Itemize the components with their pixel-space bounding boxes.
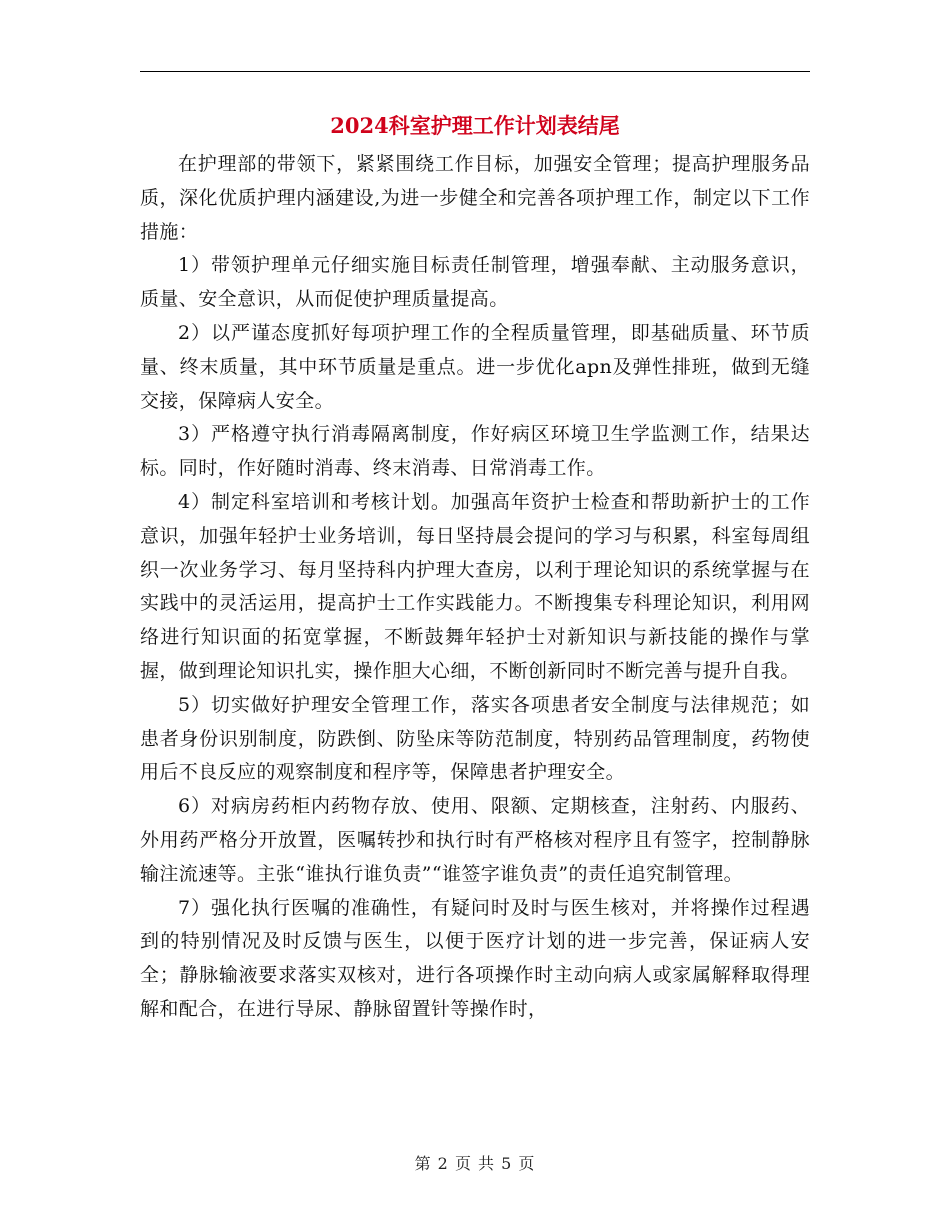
item-paragraph-1: 1）带领护理单元仔细实施目标责任制管理，增强奉献、主动服务意识，质量、安全意识，从而促使护理质量提高。 bbox=[140, 254, 810, 311]
intro-paragraph: 在护理部的带领下，紧紧围绕工作目标，加强安全管理；提高护理服务品质，深化优质护理内涵建设,为进一步健全和完善各项护理工作，制定以下工作措施： bbox=[140, 153, 810, 243]
header-rule bbox=[140, 71, 810, 72]
document-body bbox=[140, 148, 810, 1027]
document-title: 2024科室护理工作计划表结尾 bbox=[330, 113, 620, 138]
item-paragraph-4: 4）制定科室培训和考核计划。加强高年资护士检查和帮助新护士的工作意识，加强年轻护士业务培训，每日坚持晨会提问的学习与积累，科室每周组织一次业务学习、每月坚持科内护理大查房，以利于理论知识的系统掌握与在实践中的灵活运用，提高护士工作实践能力。不断搜集专科理论知识，利用网络进行知识面的拓宽掌握，不断鼓舞年轻护士对新知识与新技能的操作与掌握，做到理论知识扎实，操作胆大心细，不断创新同时不断完善与提升自我。 bbox=[140, 490, 810, 682]
item-paragraph-3: 3）严格遵守执行消毒隔离制度，作好病区环境卫生学监测工作，结果达标。同时，作好随时消毒、终末消毒、日常消毒工作。 bbox=[140, 423, 810, 480]
item-paragraph-7: 7）强化执行医嘱的准确性，有疑问时及时与医生核对，并将操作过程遇到的特别情况及时反馈与医生，以便于医疗计划的进一步完善，保证病人安全；静脉输液要求落实双核对，进行各项操作时主动向病人或家属解释取得理解和配合，在进行导尿、静脉留置针等操作时， bbox=[140, 896, 810, 1020]
item-paragraph-2: 2）以严谨态度抓好每项护理工作的全程质量管理，即基础质量、环节质量、终末质量，其中环节质量是重点。进一步优化apn及弹性排班，做到无缝交接，保障病人安全。 bbox=[140, 321, 810, 412]
item-paragraph-5: 5）切实做好护理安全管理工作，落实各项患者安全制度与法律规范；如患者身份识别制度，防跌倒、防坠床等防范制度，特别药品管理制度，药物使用后不良反应的观察制度和程序等，保障患者护理安全。 bbox=[140, 693, 810, 784]
page-number-footer: 第 2 页 共 5 页 bbox=[414, 1154, 536, 1173]
item-paragraph-6: 6）对病房药柜内药物存放、使用、限额、定期核查，注射药、内服药、外用药严格分开放置，医嘱转抄和执行时有严格核对程序且有签字，控制静脉输注流速等。主张“谁执行谁负责”“谁签字谁负责”的责任追究制管理。 bbox=[140, 795, 810, 885]
